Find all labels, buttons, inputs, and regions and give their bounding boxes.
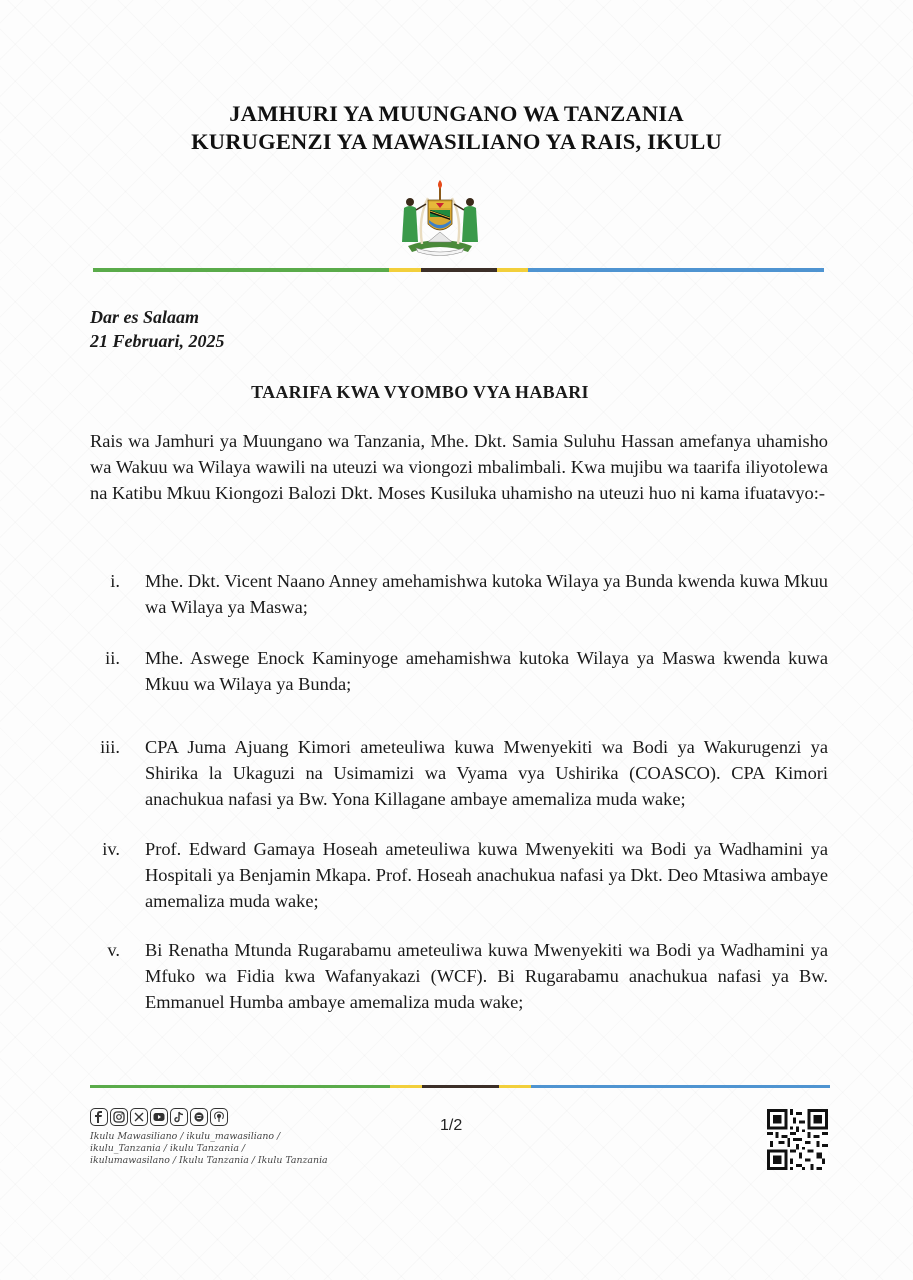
list-item-text: Bi Renatha Mtunda Rugarabamu ameteuliwa kuwa Mwenyekiti wa Bodi ya Wadhamini ya Mfuko wa Fidia kwa Wafanyakazi (WCF). Bi Rugarabamu anachukua nafasi ya Bw. Emmanuel Humba ambaye amemaliza muda wake;: [145, 940, 828, 1012]
instagram-icon[interactable]: [110, 1108, 128, 1126]
list-item-number: iv.: [102, 839, 120, 859]
flag-color-divider-bottom: [90, 1085, 830, 1088]
list-item-text: Mhe. Dkt. Vicent Naano Anney amehamishwa kutoka Wilaya ya Bunda kwenda kuwa Mkuu wa Wilaya ya Maswa;: [145, 571, 828, 617]
podcast-icon[interactable]: [210, 1108, 228, 1126]
threads-icon[interactable]: [190, 1108, 208, 1126]
youtube-icon[interactable]: [150, 1108, 168, 1126]
list-item-text: CPA Juma Ajuang Kimori ameteuliwa kuwa Mwenyekiti wa Bodi ya Wakurugenzi ya Shirika la Ukaguzi na Usimamizi wa Vyama vya Ushirika (COASCO). CPA Kimori anachukua nafasi ya Bw. Yona Killagane ambaye amemaliza muda wake;: [145, 737, 828, 809]
facebook-icon[interactable]: [90, 1108, 108, 1126]
list-item-number: iii.: [100, 737, 120, 757]
list-item-number: i.: [110, 571, 120, 591]
flag-color-divider-top: [93, 268, 824, 272]
document-title: TAARIFA KWA VYOMBO VYA HABARI: [251, 382, 589, 402]
social-handles-line: ikulumawasilano / Ikulu Tanzania / Ikulu Tanzania: [90, 1155, 328, 1166]
list-item-text: Mhe. Aswege Enock Kaminyoge amehamishwa kutoka Wilaya ya Maswa kwenda kuwa Mkuu wa Wilaya ya Bunda;: [145, 648, 828, 694]
header-country-title: JAMHURI YA MUUNGANO WA TANZANIA: [229, 101, 684, 126]
header-office-title: KURUGENZI YA MAWASILIANO YA RAIS, IKULU: [191, 129, 722, 154]
qr-code-icon[interactable]: [767, 1109, 828, 1170]
tanzania-coat-of-arms-icon: [398, 172, 482, 256]
social-handles-line: Ikulu Mawasiliano / ikulu_mawasiliano /: [90, 1131, 281, 1142]
list-item-number: v.: [107, 940, 120, 960]
social-handles-line: ikulu_Tanzania / ikulu Tanzania /: [90, 1143, 246, 1154]
social-media-icons: [90, 1108, 228, 1126]
dateline-date: 21 Februari, 2025: [90, 331, 225, 351]
social-handles: [90, 1131, 328, 1167]
x-icon[interactable]: [130, 1108, 148, 1126]
list-item-text: Prof. Edward Gamaya Hoseah ameteuliwa kuwa Mwenyekiti wa Bodi ya Wadhamini ya Hospitali ya Benjamin Mkapa. Prof. Hoseah anachukua nafasi ya Dkt. Deo Mtasiwa ambaye amemaliza muda wake;: [145, 839, 828, 911]
tiktok-icon[interactable]: [170, 1108, 188, 1126]
intro-paragraph: Rais wa Jamhuri ya Muungano wa Tanzania, Mhe. Dkt. Samia Suluhu Hassan amefanya uhamisho wa Wakuu wa Wilaya wawili na uteuzi wa viongozi mbalimbali. Kwa mujibu wa taarifa iliyotolewa na Katibu Mkuu Kiongozi Balozi Dkt. Moses Kusiluka uhamisho na uteuzi huo ni kama ifuatavyo:-: [90, 431, 828, 503]
page-number: 1/2: [440, 1117, 463, 1134]
list-item-number: ii.: [105, 648, 120, 668]
dateline-place: Dar es Salaam: [90, 307, 200, 327]
